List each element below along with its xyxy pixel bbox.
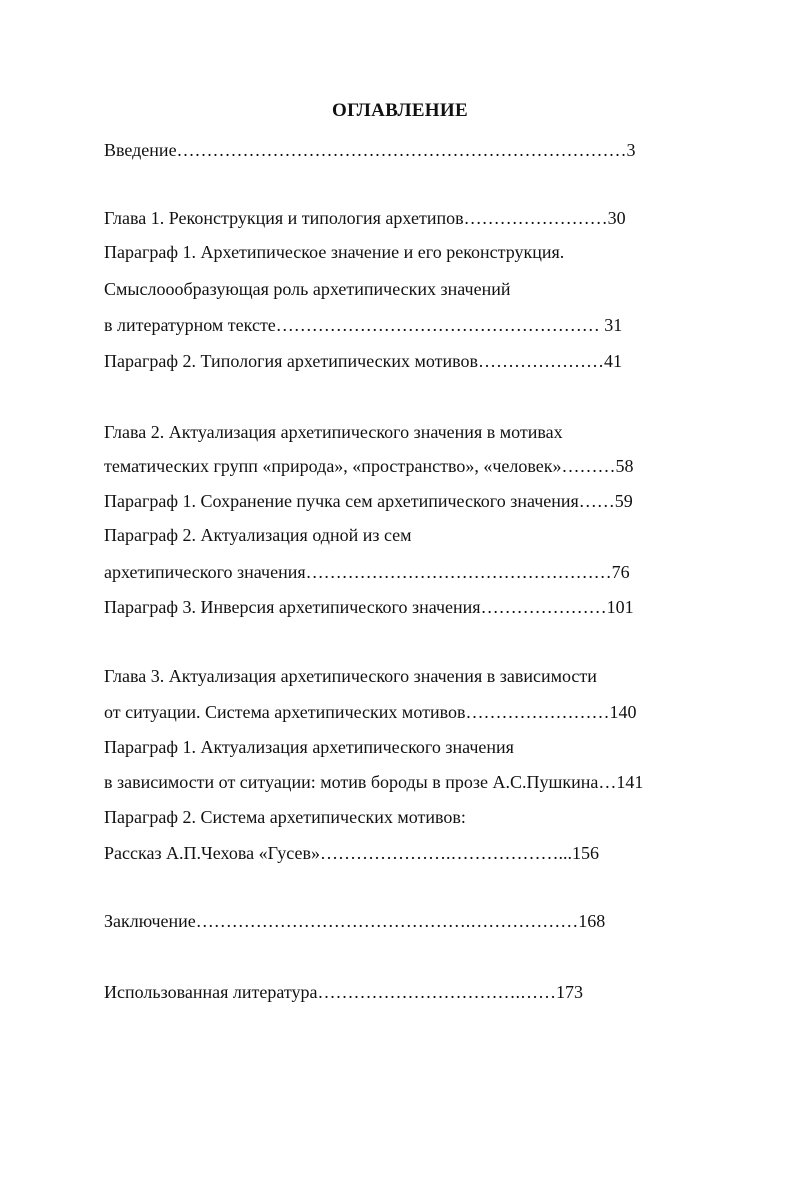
toc-ch2-paragraph-2-line-1: Параграф 2. Актуализация одной из сем [104,525,412,545]
page-title: ОГЛАВЛЕНИЕ [332,100,468,121]
toc-ch3-paragraph-2-line-2: Рассказ А.П.Чехова «Гусев»………………….………………...156 [104,843,599,863]
toc-chapter-2-line-2: тематических групп «природа», «пространство», «человек»………58 [104,456,634,476]
toc-references: Использованная литература…………………………….……173 [104,982,583,1002]
toc-ch1-paragraph-2: Параграф 2. Типология архетипических мотивов…………………41 [104,351,623,371]
toc-chapter-3-line-2: от ситуации. Система архетипических мотивов……………………140 [104,702,637,722]
toc-ch1-paragraph-1-line-2: Смыслоообразующая роль архетипических значений [104,279,511,299]
toc-ch3-paragraph-1-line-2: в зависимости от ситуации: мотив бороды в прозе А.С.Пушкина…141 [104,772,644,792]
toc-ch1-paragraph-1-line-3: в литературном тексте……………………………………………… 31 [104,315,623,335]
toc-ch2-paragraph-2-line-2: архетипического значения……………………………………………76 [104,562,630,582]
toc-ch3-paragraph-2-line-1: Параграф 2. Система архетипических мотивов: [104,807,466,827]
toc-chapter-2-line-1: Глава 2. Актуализация архетипического значения в мотивах [104,422,563,442]
toc-ch2-paragraph-1: Параграф 1. Сохранение пучка сем архетипического значения……59 [104,491,633,511]
toc-ch3-paragraph-1-line-1: Параграф 1. Актуализация архетипического значения [104,737,514,757]
toc-conclusion: Заключение……………………………………….………………168 [104,911,606,931]
toc-chapter-1: Глава 1. Реконструкция и типология архетипов……………………30 [104,208,626,228]
toc-introduction: Введение…………………………………………………………………3 [104,140,636,160]
toc-ch1-paragraph-1-line-1: Параграф 1. Архетипическое значение и его реконструкция. [104,242,565,262]
toc-chapter-3-line-1: Глава 3. Актуализация архетипического значения в зависимости [104,666,597,686]
toc-ch2-paragraph-3: Параграф 3. Инверсия архетипического значения…………………101 [104,597,634,617]
